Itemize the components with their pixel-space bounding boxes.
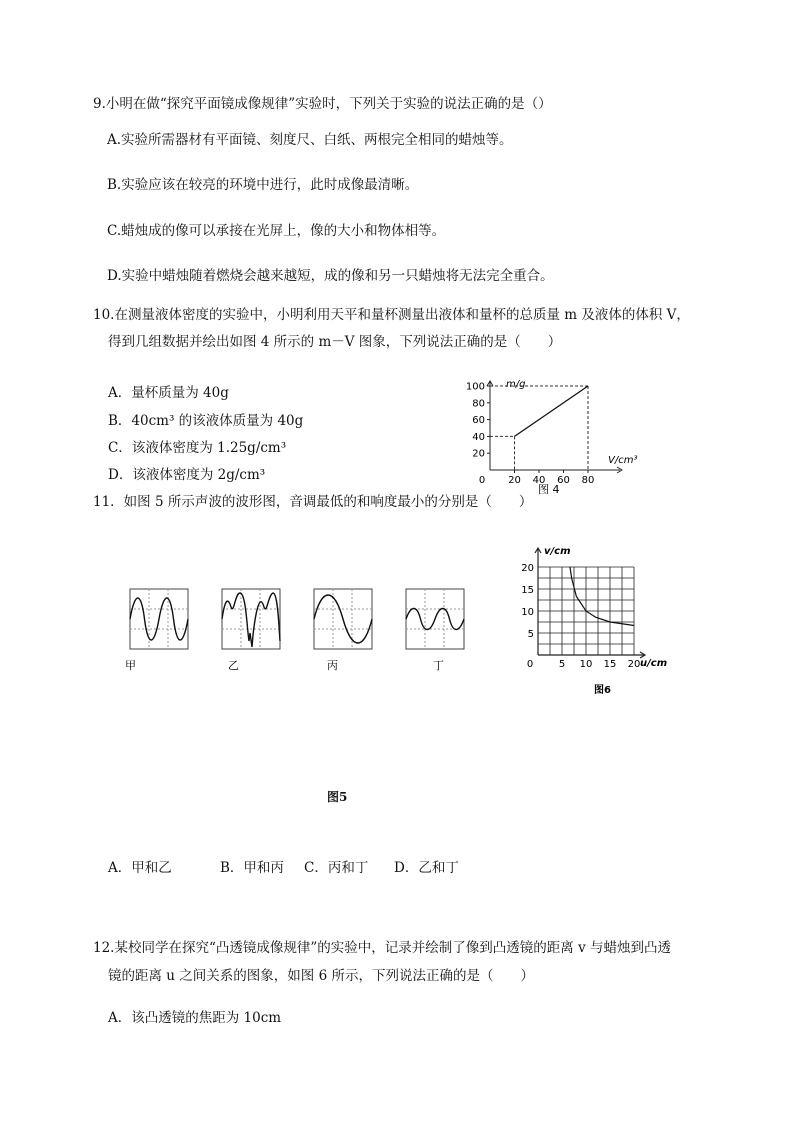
wave-label-yi: 乙 — [228, 659, 239, 672]
figure-5-waveforms — [118, 585, 478, 675]
q12-stem-line1: 12.某校同学在探究“凸透镜成像规律”的实验中，记录并绘制了像到凸透镜的距离 v 与蜡烛到凸透 — [93, 940, 671, 956]
fig4-x-tick-label: 80 — [581, 475, 595, 486]
wave-jia — [130, 598, 188, 640]
fig4-x-label: V/cm³ — [608, 455, 638, 466]
wave-label-jia: 甲 — [125, 659, 136, 672]
q9-option-a: A.实验所需器材有平面镜、刻度尺、白纸、两根完全相同的蜡烛等。 — [107, 132, 513, 148]
fig4-y-ticks — [466, 382, 490, 460]
q11-stem: 11．如图 5 所示声波的波形图，音调最低的和响度最小的分别是（ ） — [93, 494, 533, 510]
figure-4-mv-graph — [465, 378, 650, 496]
q10-option-d: D．该液体密度为 2g/cm³ — [108, 467, 266, 483]
wave-ding — [406, 609, 464, 630]
wave-yi — [222, 593, 280, 647]
wave-label-bing: 丙 — [327, 659, 338, 672]
fig6-x-tick-label: 10 — [579, 659, 593, 670]
q11-option-c: C．丙和丁 — [304, 860, 369, 876]
q10-stem-line1: 10.在测量液体密度的实验中，小明利用天平和量杯测量出液体和量杯的总质量 m 及液体的体积 V， — [93, 307, 690, 323]
fig4-y-tick-label: 40 — [472, 431, 485, 443]
fig4-y-tick-label: 20 — [472, 448, 485, 460]
fig4-x-tick-label: 60 — [557, 475, 570, 486]
fig6-y-tick-label: 10 — [521, 607, 534, 618]
fig6-data-layer — [570, 567, 634, 626]
q11-option-d: D．乙和丁 — [394, 860, 459, 876]
fig6-y-tick-label: 20 — [521, 563, 534, 574]
fig6-x-tick-label: 15 — [603, 659, 617, 670]
fig6-x-tick-label: 5 — [558, 659, 566, 670]
fig6-x-tick-label: 20 — [627, 659, 641, 670]
fig4-x-tick-label: 0 — [478, 475, 486, 486]
figure-6-uv-graph — [518, 543, 698, 703]
wave-label-ding: 丁 — [433, 659, 444, 672]
fig4-y-tick-label: 80 — [472, 398, 485, 410]
fig4-x-tick-label: 40 — [532, 475, 546, 486]
q10-option-b: B．40cm³ 的该液体质量为 40g — [108, 413, 304, 429]
wave-bing — [314, 595, 372, 643]
fig6-x-ticks — [527, 659, 641, 670]
fig6-x-label: u/cm — [640, 658, 668, 669]
q10-stem-line2: 得到几组数据并绘出如图 4 所示的 m－V 图象，下列说法正确的是（ ） — [108, 334, 562, 350]
q9-option-d: D.实验中蜡烛随着燃烧会越来越短，成的像和另一只蜡烛将无法完全重合。 — [107, 268, 554, 284]
fig4-y-tick-label: 60 — [472, 415, 485, 427]
fig4-data-layer — [490, 386, 588, 470]
fig6-caption: 图6 — [594, 685, 611, 696]
figure-5-caption: 图5 — [327, 790, 348, 804]
fig4-y-tick-label: 100 — [465, 381, 485, 393]
q11-option-a: A．甲和乙 — [108, 860, 172, 876]
q10-option-a: A．量杯质量为 40g — [108, 385, 229, 401]
q11-option-b: B．甲和丙 — [220, 860, 284, 876]
q12-stem-line2: 镜的距离 u 之间关系的图象，如图 6 所示，下列说法正确的是（ ） — [108, 968, 534, 984]
fig6-x-tick-label: 0 — [526, 659, 534, 670]
q10-option-c: C．该液体密度为 1.25g/cm³ — [108, 440, 287, 456]
q9-option-b: B.实验应该在较亮的环境中进行，此时成像最清晰。 — [107, 177, 419, 193]
fig6-y-ticks — [521, 563, 534, 640]
q9-stem: 9.小明在做“探究平面镜成像规律”实验时，下列关于实验的说法正确的是（） — [93, 96, 552, 112]
fig6-y-label: v/cm — [544, 546, 571, 557]
fig4-caption: 图 4 — [538, 483, 560, 496]
q9-option-c: C.蜡烛成的像可以承接在光屏上，像的大小和物体相等。 — [107, 223, 446, 239]
fig6-y-tick-label: 5 — [527, 629, 534, 640]
fig4-y-label: m/g — [506, 379, 526, 390]
fig6-y-tick-label: 15 — [521, 585, 534, 596]
fig4-x-tick-label: 20 — [508, 475, 521, 486]
fig4-mv-line — [515, 386, 589, 436]
q12-option-a: A．该凸透镜的焦距为 10cm — [108, 1010, 282, 1026]
fig4-x-ticks — [479, 470, 595, 486]
fig6-uv-curve — [570, 567, 634, 626]
